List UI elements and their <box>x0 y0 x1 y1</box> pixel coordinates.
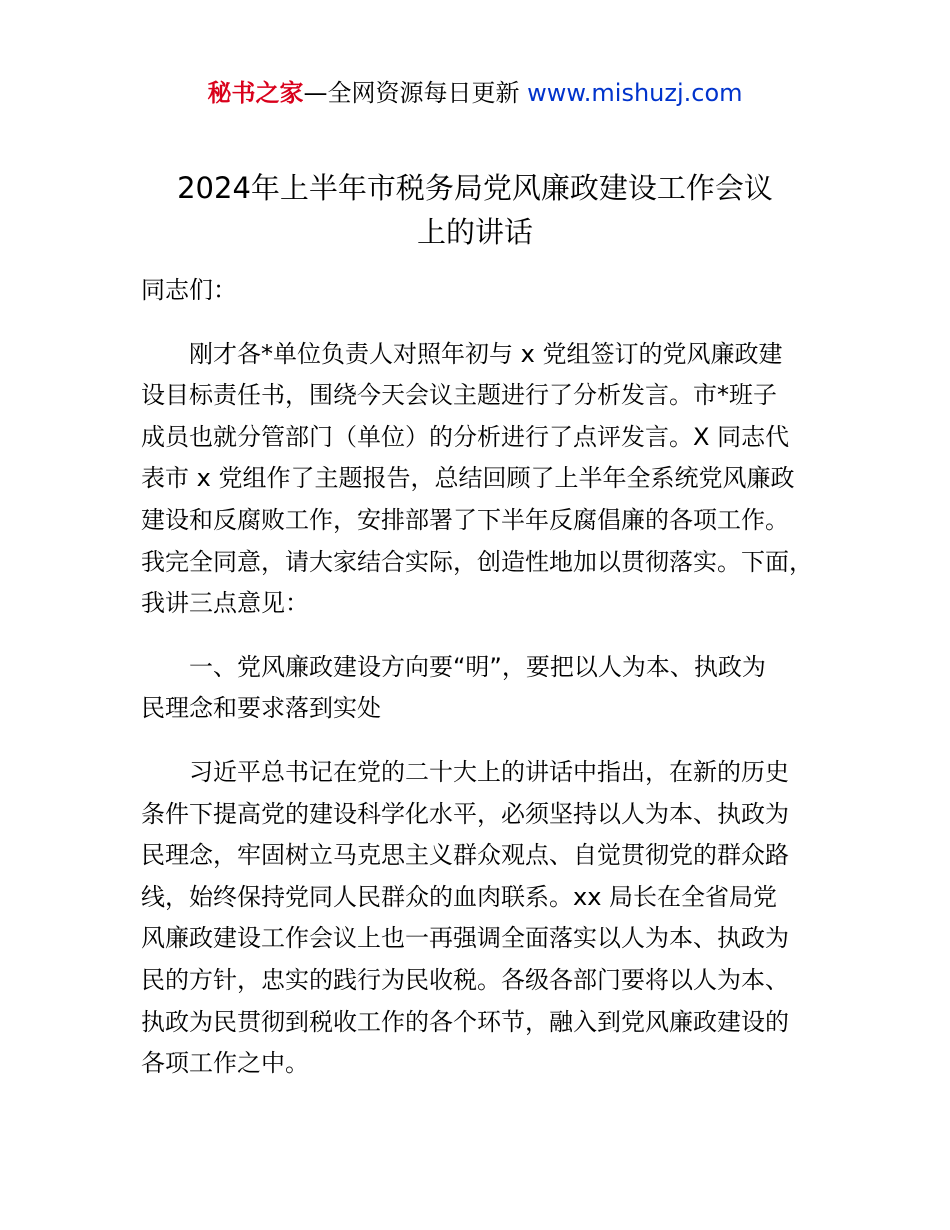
heading-line: 一、党风廉政建设方向要“明”，要把以人为本、执政为 <box>189 652 766 681</box>
brand-name: 秘书之家 <box>207 79 304 107</box>
section-1-heading <box>141 647 827 730</box>
paragraph-line: 民的方针，忠实的践行为民收税。各级各部门要将以人为本、 <box>141 965 789 994</box>
banner-tagline: —全网资源每日更新 <box>303 79 520 107</box>
paragraph-line: 我讲三点意见： <box>141 589 309 618</box>
document-title <box>120 166 830 254</box>
paragraph-line: 成员也就分管部门（单位）的分析进行了点评发言。X 同志代 <box>141 422 790 451</box>
heading-line: 民理念和要求落到实处 <box>141 694 381 723</box>
paragraph-line: 条件下提高党的建设科学化水平，必须坚持以人为本、执政为 <box>141 799 789 828</box>
paragraph-line: 习近平总书记在党的二十大上的讲话中指出，在新的历史 <box>189 757 789 786</box>
title-line-2: 上的讲话 <box>416 215 533 249</box>
paragraph-line: 线，始终保持党同人民群众的血肉联系。xx 局长在全省局党 <box>141 882 778 911</box>
document-body <box>141 270 827 1085</box>
paragraph-line: 建设和反腐败工作，安排部署了下半年反腐倡廉的各项工作。 <box>141 505 789 534</box>
paragraph-line: 执政为民贯彻到税收工作的各个环节，融入到党风廉政建设的 <box>141 1007 789 1036</box>
paragraph-line: 设目标责任书，围绕今天会议主题进行了分析发言。市*班子 <box>141 381 777 410</box>
site-banner <box>0 76 950 110</box>
paragraph-2 <box>141 752 827 1085</box>
paragraph-line: 民理念，牢固树立马克思主义群众观点、自觉贯彻党的群众路 <box>141 841 789 870</box>
site-url-link[interactable]: www.mishuzj.com <box>527 79 743 107</box>
paragraph-line: 各项工作之中。 <box>141 1049 309 1078</box>
paragraph-line: 我完全同意，请大家结合实际，创造性地加以贯彻落实。下面， <box>141 547 813 576</box>
paragraph-line: 风廉政建设工作会议上也一再强调全面落实以人为本、执政为 <box>141 924 789 953</box>
salutation: 同志们： <box>141 276 237 304</box>
paragraph-line: 表市 x 党组作了主题报告，总结回顾了上半年全系统党风廉政 <box>141 464 795 493</box>
paragraph-1 <box>141 334 827 625</box>
paragraph-line: 刚才各*单位负责人对照年初与 x 党组签订的党风廉政建 <box>189 339 783 368</box>
title-line-1: 2024年上半年市税务局党风廉政建设工作会议 <box>177 171 773 205</box>
